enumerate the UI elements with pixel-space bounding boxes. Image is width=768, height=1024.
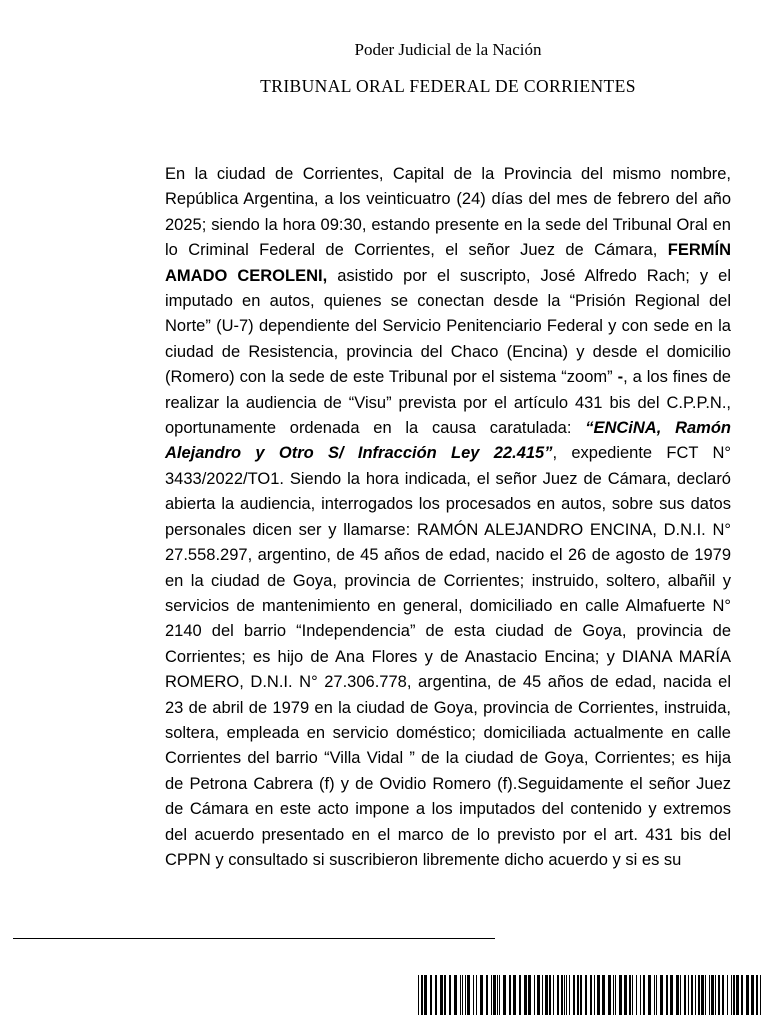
barcode-bar [624,975,627,1015]
barcode-bar [736,975,739,1015]
barcode-bar [577,975,579,1015]
barcode-bar [493,975,496,1015]
barcode-bar [666,975,668,1015]
barcode-bar [691,975,693,1015]
body-text-part1: En la ciudad de Corrientes, Capital de la Provincia del mismo nombre, República Argentina, a los veinticuatro (24) días del mes de febrero del año 2025; siendo la hora 09:30, estando presente en la sede del Tribunal Oral en lo Criminal Federal de Corrientes, el señor Juez de Cámara, [165,165,731,260]
barcode-bar [733,975,735,1015]
barcode-bar [615,975,616,1015]
barcode-bar [654,975,655,1015]
barcode-bar [491,975,492,1015]
barcode-bar [676,975,679,1015]
footnote-divider [13,938,495,939]
barcode-icon [418,975,762,1015]
document-body [165,162,731,873]
barcode-bar [636,975,637,1015]
barcode-bar [680,975,681,1015]
barcode-bar [580,975,582,1015]
barcode-bar [670,975,673,1015]
barcode-bar [722,975,724,1015]
barcode-bar [566,975,567,1015]
barcode-bar [597,975,600,1015]
barcode-bar [519,975,521,1015]
barcode-bar [467,975,470,1015]
barcode-bar [746,975,749,1015]
barcode-bar [709,975,710,1015]
barcode-bar [503,975,506,1015]
barcode-bar [460,975,461,1015]
barcode-bar [528,975,531,1015]
barcode-bar [557,975,559,1015]
body-text-part4: , expediente FCT N° 3433/2022/TO1. Siendo la hora indicada, el señor Juez de Cámara, declaró abierta la audiencia, interrogados los procesados en autos, sobre sus datos personales dicen ser y llamarse: RAMÓN ALEJANDRO ENCINA, D.N.I. N° 27.558.297, argentino, de 45 años de edad, nacido el 26 de agosto de 1979 en la ciudad de Goya, provincia de Corrientes; instruido, soltero, albañil y servicios de mantenimiento en general, domiciliado en calle Almafuerte N° 2140 del barrio “Independencia” de esta ciudad de Goya, provincia de Corrientes; es hijo de Ana Flores y de Anastacio Encina; y DIANA MARÍA ROMERO, D.N.I. N° 27.306.778, argentina, de 45 años de edad, nacida el 23 de abril de 1979 en la ciudad de Goya, provincia de Corrientes, instruida, soltera, empleada en servicio doméstico; domiciliada actualmente en calle Corrientes del barrio “Villa Vidal ” de la ciudad de Goya, Corrientes; es hija de Petrona Cabrera (f) y de Ovidio Romero (f).Seguidamente el señor Juez de Cámara en este acto impone a los imputados del contenido y extremos del acuerdo presentado en el marco de lo previsto por el art. 431 bis del CPPN y consultado si suscribieron libremente dicho acuerdo y si es su [165,444,731,869]
barcode-bar [684,975,686,1015]
barcode-bar [705,975,706,1015]
barcode-bar [640,975,641,1015]
barcode-bar [534,975,535,1015]
barcode-bar [430,975,432,1015]
barcode-bar [497,975,498,1015]
barcode-bar [449,975,451,1015]
barcode-bar [476,975,477,1015]
barcode-bar [711,975,714,1015]
barcode-bar [715,975,716,1015]
barcode-bar [440,975,443,1015]
header-court: TRIBUNAL ORAL FEDERAL DE CORRIENTES [260,76,636,96]
barcode-bar [573,975,575,1015]
barcode-bar [613,975,614,1015]
case-title: “ENCiNA, Ramón Alejandro y Otro S/ Infracción Ley 22.415” [165,419,731,463]
barcode-bar [561,975,563,1015]
barcode-bar [549,975,551,1015]
barcode-bar [499,975,500,1015]
barcode-bar [454,975,457,1015]
barcode-bar [513,975,516,1015]
barcode-bar [465,975,466,1015]
barcode-bar [486,975,488,1015]
barcode-bar [473,975,474,1015]
barcode-bar [602,975,605,1015]
barcode-bar [542,975,543,1015]
barcode-bar [731,975,732,1015]
barcode-bar [444,975,446,1015]
barcode-bar [701,975,704,1015]
barcode-bar [424,975,427,1015]
barcode-bar [608,975,611,1015]
dash: - [617,368,624,387]
barcode-bar [553,975,554,1015]
barcode-bar [480,975,483,1015]
barcode-bar [421,975,423,1015]
barcode-bar [619,975,622,1015]
barcode-bar [435,975,437,1015]
barcode-bar [569,975,570,1015]
barcode-bar [537,975,540,1015]
barcode-bar [643,975,645,1015]
barcode-bar [760,975,761,1015]
header-institution: Poder Judicial de la Nación [354,40,542,59]
body-text-part3: , a los fines de realizar la audiencia de “Visu” prevista por el artículo 431 bis del C.P.P.N., oportunamente ordenada en la causa caratulada: [165,368,731,438]
barcode-bar [524,975,527,1015]
barcode-bar [629,975,631,1015]
barcode-bar [594,975,595,1015]
barcode-bar [648,975,651,1015]
barcode-bar [418,975,419,1015]
judge-name: FERMÍN AMADO CEROLENI, [165,241,731,285]
barcode-bar [751,975,754,1015]
body-text-part2: asistido por el suscripto, José Alfredo Rach; y el imputado en autos, quienes se conectan desde la “Prisión Regional del Norte” (U-7) dependiente del Servicio Penitenciario Federal y con sede en la ciudad de Resistencia, provincia del Chaco (Encina) y desde el domicilio (Romero) con la sede de este Tribunal por el sistema “zoom” [165,266,732,387]
barcode-bar [741,975,743,1015]
barcode-bar [585,975,587,1015]
barcode-bar [756,975,758,1015]
barcode-bar [590,975,592,1015]
barcode-bar [698,975,700,1015]
barcode-bar [727,975,728,1015]
barcode-bar [462,975,463,1015]
barcode-bar [656,975,657,1015]
barcode-bar [688,975,689,1015]
barcode-bar [695,975,696,1015]
barcode-bar [509,975,511,1015]
barcode-bar [632,975,633,1015]
barcode-bar [564,975,565,1015]
barcode-bar [660,975,663,1015]
barcode-bar [545,975,548,1015]
barcode-bar [718,975,720,1015]
